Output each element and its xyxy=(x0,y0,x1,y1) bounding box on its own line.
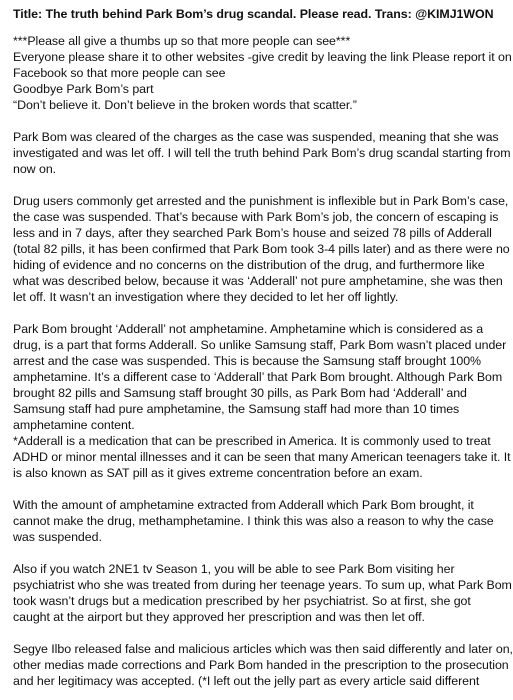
paragraph-segye-ilbo xyxy=(13,641,513,689)
text-line: arrest and the case was suspended. This is because the Samsung staff brought 100% xyxy=(13,354,482,368)
text-line: Segye Ilbo released false and malicious articles which was then said differently and later on, xyxy=(13,642,513,656)
text-line: With the amount of amphetamine extracted from Adderall which Park Bom brought, it xyxy=(13,498,474,512)
paragraph-adderall xyxy=(13,321,511,481)
text-line: *Adderall is a medication that can be prescribed in America. It is commonly used to treat xyxy=(13,434,491,448)
text-line: what was described below, because it was ‘Adderall’ not pure amphetamine, she was then xyxy=(13,274,503,288)
text-line: psychiatrist who she was treated from during her teenage years. To sum up, what Park Bom xyxy=(13,578,512,592)
text-line: investigated and was let off. I will tell the truth behind Park Bom’s drug scandal starting from xyxy=(13,146,511,160)
text-line: amphetamine. It’s a different case to ‘Adderall’ that Park Bom brought. Although Park Bom xyxy=(13,370,503,384)
text-line: the case was suspended. That’s because with Park Bom’s job, the concern of escaping is xyxy=(13,210,499,224)
text-line: cannot make the drug, methamphetamine. I think this was also a reason to why the case xyxy=(13,514,494,528)
text-line: caught at the airport but they approved her prescription and was then let off. xyxy=(13,610,425,624)
text-line: Also if you watch 2NE1 tv Season 1, you will be able to see Park Bom visiting her xyxy=(13,562,455,576)
paragraph-case-suspended xyxy=(13,193,510,305)
paragraph-2ne1-tv xyxy=(13,561,512,625)
text-line: Goodbye Park Bom’s part xyxy=(13,82,154,96)
paragraph-cleared-charges xyxy=(13,129,511,177)
paragraph-amphetamine-amount xyxy=(13,497,507,545)
text-line: ***Please all give a thumbs up so that more people can see*** xyxy=(13,34,351,48)
text-line: (total 82 pills, it has been confirmed that Park Bom took 3-4 pills later) and as there were no xyxy=(13,242,510,256)
text-line: Samsung staff had pure amphetamine, the Samsung staff had more than 10 times xyxy=(13,402,460,416)
text-line: brought 82 pills and Samsung staff brought 30 pills, as Park Bom had ‘Adderall’ and xyxy=(13,386,467,400)
text-line: Facebook so that more people can see xyxy=(13,66,226,80)
text-line: less and in 7 days, after they searched Park Bom’s house and seized 78 pills of Adderall xyxy=(13,226,492,240)
text-line: Park Bom was cleared of the charges as the case was suspended, meaning that she was xyxy=(13,130,499,144)
text-line: let off. It wasn’t an investigation where they decided to let her off lightly. xyxy=(13,290,399,304)
text-line: and her legitimacy was accepted. (*I left out the jelly part as every article said different xyxy=(13,674,480,688)
text-line: is also known as SAT pill as it gives extreme concentration before an exam. xyxy=(13,466,423,480)
paragraph-intro-notice xyxy=(13,33,512,113)
text-line: drug, is a part that forms Adderall. So unlike Samsung staff, Park Bom wasn’t placed under xyxy=(13,338,507,352)
text-line: now on. xyxy=(13,162,57,176)
text-line: hiding of evidence and no concerns on the distribution of the drug, and furthermore like xyxy=(13,258,485,272)
text-line: Drug users commonly get arrested and the punishment is inflexible but in Park Bom’s case, xyxy=(13,194,509,208)
text-line: was suspended. xyxy=(13,530,102,544)
text-line: “Don’t believe it. Don’t believe in the broken words that scatter.” xyxy=(13,98,357,112)
text-line: other medias made corrections and Park Bom handed in the prescription to the prosecution xyxy=(13,658,509,672)
text-line: ADHD or minor mental illnesses and it can be seen that many American teenagers take it. It xyxy=(13,450,511,464)
text-line: Everyone please share it to other websites -give credit by leaving the link Please report it on xyxy=(13,50,512,64)
document-title: Title: The truth behind Park Bom’s drug scandal. Please read. Trans: @KIMJ1WON xyxy=(13,7,494,21)
text-line: took wasn’t drugs but a medication prescribed by her psychiatrist. So at first, she got xyxy=(13,594,471,608)
text-line: amphetamine content. xyxy=(13,418,135,432)
text-line: Park Bom brought ‘Adderall’ not amphetamine. Amphetamine which is considered as a xyxy=(13,322,484,336)
